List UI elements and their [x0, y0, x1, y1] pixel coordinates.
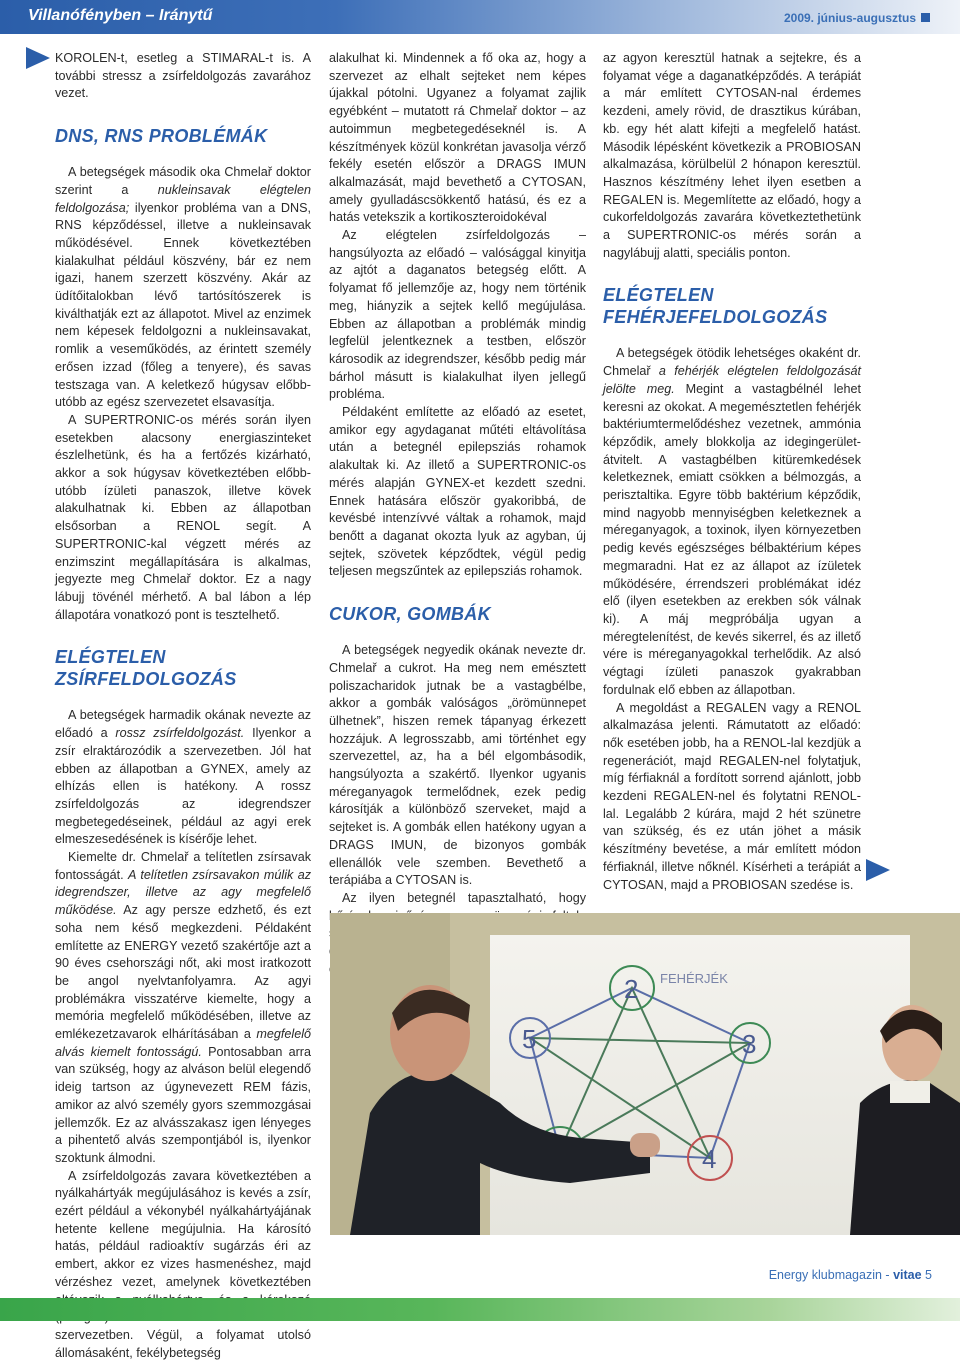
- issue-date: 2009. június-augusztus: [783, 11, 916, 25]
- section-title: Villanófényben – Iránytű: [28, 7, 213, 24]
- lecture-photo: [330, 913, 960, 1235]
- paragraph: Az ilyen betegnél tapasztalható, hogy: [342, 890, 586, 905]
- paragraph: Kiemelte dr. Chmelař a telítetlen zsírsavak fontosságát. A telítetlen zsírsavakon múlik az idegrendszer, illetve az agy megfelelő működése. Az agy persze edzhető, és ezt soha nem késő megkezdeni. Példaként említette az ENERGY vezető szakértője azt a 90 éves csehországi nőt, aki most iratkozott be angol nyelvtanfolyamra. Az agyi problémákra visszatérve kiemelte, hogy a memória megfelelő működésében, illetve az emlékezetzavarok elhárításában a megfelelő alvás kiemelt fontosságú. Pontosabban arra van szükség, hogy az alváson belül elegendő ideig tartson az úgynevezett REM fázis, amikor az alvó személy gyors szemmozgásai jellemzők. Ez az alvásszakasz igen lényeges a pihentető alvás szempontjából is, ilyenkor szoktunk álmodni.: [55, 850, 311, 1165]
- paragraph: A betegségek második oka Chmelař doktor szerint a nukleinsavak elégtelen feldolgozása; ilyenkor probléma van a DNS, RNS képződéssel, illetve a nukleinsavak működésével. Ennek következtében kialakulhat például köszvény, bár ez nem igazi, hanem szerzett köszvény. Akár az üdítőitalokban lévő tartósítószerek is kiválthatják ezt az állapotot. Mivel az enzimek nem képesek feldolgozni a nukleinsavakat, romlik a veseműködés, az érintett személy erősen izzad (főleg a tenyere), és savas testszaga van. A keletkező húgysav előbb-utóbb az egész szervezetet elsavasítja.: [55, 165, 311, 410]
- paragraph: A betegségek harmadik okának nevezte az előadó a rossz zsírfeldolgozást. Ilyenkor a zsír elraktározódik a szervezetben. Jól hat ebben az állapotban a GYNEX, amely az elhízás ellen is hatékony. A rossz zsírfeldolgozás az idegrendszer megbetegedéseinek, például az agyi erek elmeszesedésének is kísérője lehet.: [55, 708, 311, 847]
- paragraph: A zsírfeldolgozás zavara következtében a nyálkahártyák megújulásához is kevés a zsír, ezért például a vékonybél nyálkahártyájának hetente kellene megújulnia. Ha károsító hatás, például radioaktív sugárzás éri az embert, akkor ez vizes hasmenéshez, majd vérzéshez vezet, amelynek következtében szervezetben. Végül, a folyamat utolsó állomásaként, fekélybetegség: [55, 1168, 311, 1360]
- column-3: [603, 50, 861, 894]
- magazine-brand: vitae: [893, 1268, 922, 1282]
- heading-feherjefeldolgozas: ELÉGTELEN FEHÉRJEFELDOLGOZÁS: [603, 285, 828, 328]
- arrow-right-icon: [866, 859, 890, 881]
- magazine-name: Energy klubmagazin -: [768, 1268, 894, 1282]
- board-label: 3: [742, 1029, 757, 1059]
- paragraph: KOROLEN-t, esetleg a STIMARAL-t is. A további stressz a zsírfeldolgozás zavarához vezet.: [55, 51, 311, 101]
- heading-zsirfeldolgozas: ELÉGTELEN ZSÍRFELDOLGOZÁS: [55, 647, 237, 690]
- board-word: FEHÉRJÉK: [660, 971, 728, 986]
- paragraph: az agyon keresztül hatnak a sejtekre, és a folyamat vége a daganatképződés. A terápiát a már említett CYTOSAN-nal érdemes kezdeni, amely rövid, de drasztikus kúrában, kb. egy hét alatt kifejti a megfelelő hatást. Második lépésként következik a PROBIOSAN alkalmazása, körülbelül 2 hónapon keresztül. Hasznos készítmény lehet ilyen esetben a REGALEN is. Megemlítette az előadó, hogy a cukorfeldolgozás zavarára következtethetünk a SUPERTRONIC-os mérés során a nagylábujj alatti, speciális ponton.: [603, 51, 861, 260]
- board-label: 4: [702, 1144, 717, 1174]
- paragraph: A betegségek negyedik okának nevezte dr. Chmelař a cukrot. Ha meg nem emésztett poliszacharidok jutnak be a vastagbélbe, akkor a gombák valóságos „örömünnepet ülhetnek”, hiszen remek tápanyag érkezett hozzájuk. A legrosszabb, ami történhet egy szervezettel, az, ha a bél elgombásodik, hangsúlyozta a szakértő. Ilyenkor ugyanis méreganyagok termelődnek, ezek pedig károsítják a különböző szerveket, majd a sejteket is. A gombák ellen hatékony ugyan a DRAGS IMUN, de bizonyos gombák ellenállók vele szemben. Bevethető a terápiába a CYTOSAN is.: [329, 643, 586, 888]
- heading-cukor-gombak: CUKOR, GOMBÁK: [329, 604, 491, 625]
- paragraph: A SUPERTRONIC-os mérés során ilyen esetekben alacsony energiaszinteket észlelhetünk, és ha a fertőzés kizárható, akkor a sok húgysav következtében előbb-utóbb ízületi panaszok, illetve kövek alakulhatnak ki. Ebben az állapotban elsősorban a RENOL segít. A SUPERTRONIC-kal végzett mérés az enzimszint megállapítására is alkalmas, jegyezte meg Chmelař doktor. Ez a nagy lábujj tövénél mérhető. A bal lábon a lép állapotára vonatkozó pont is tesztelhető.: [55, 412, 311, 622]
- bottom-color-bar: [0, 1298, 960, 1321]
- paragraph: alakulhat ki. Mindennek a fő oka az, hogy a szervezet az elhalt sejteket nem képes újakkal pótolni. Ugyanez a folyamat zajlik egyébként – mutatott rá Chmelař doktor – az autoimmun megbetegedéseknél is. A készítmények közül konkrétan javasolja vérző fekély esetén először a DRAGS IMUN alkalmazását, majd bevethető a CYTOSAN, amely gyulladáscsökkentő hatású, és ez a hatás vetekszik a kortikoszteroidokéval: [329, 51, 586, 225]
- photo-illustration: [330, 913, 960, 1235]
- page-footer: [769, 1268, 932, 1282]
- header-square-icon: [921, 13, 930, 22]
- page-header: [0, 0, 960, 34]
- column-1: [55, 50, 311, 1362]
- heading-dns-rns: DNS, RNS PROBLÉMÁK: [55, 126, 268, 147]
- board-label: 5: [522, 1024, 537, 1054]
- page-number: 5: [921, 1268, 932, 1282]
- paragraph: Példaként említette az előadó az esetet, amikor egy agydaganat műtéti eltávolítása után a betegnél epilepsziás rohamok alakultak ki. Az illető a SUPERTRONIC-os mérés alapján GYNEX-et kezdett szedni. Ennek hatására először gyakoribbá, de kevésbé intenzívvé váltak a rohamok, majd benőtt a daganat okozta lyuk az agyban, új sejtek, szövetek képződtek, végül pedig teljesen megszűntek az epilepsziás rohamok.: [329, 405, 586, 579]
- paragraph: A megoldást a REGALEN vagy a RENOL alkalmazása jelenti. Rámutatott az előadó: nők esetében jobb, ha a RENOL-lal kezdjük a regenerációt, majd REGALEN-nel folytatjuk, míg férfiaknál a fordított sorrend ajánlott, jobb kezdeni REGALEN-nel és folytatni RENOL-lal. Legalább 2 kúrára, majd 2 hét szünetre van szükség, és ez után jöhet a másik készítmény bevetése, a már említett módon férfiaknál, illetve nőknél. Kísérheti a terápiát a CYTOSAN, majd a PROBIOSAN szedése is.: [603, 700, 861, 892]
- arrow-right-icon: [26, 47, 50, 69]
- board-label: 2: [624, 974, 639, 1004]
- paragraph: A betegségek ötödik lehetséges okaként dr. Chmelař a fehérjék elégtelen feldolgozását jelölte meg. Megint a vastagbélnél lehet keresni az okokat. A megemésztetlen fehérjék baktériumtermelődéshez vezetnek, ammónia képződik, amely blokkolja az idegingerület-átvitelt. A vastagbélben kitüremkedések keletkeznek, emiatt csökken a bélmozgás, a perisztaltika. Egyre több baktérium képződik, mind nagyobb mennyiségben keletkeznek a méreganyagok, a toxinok, ilyen környezetben pedig kevés egészséges bélbaktérium képes megmaradni. Hat ez az állapot az ízületek működésére, érrendszeri problémákat idéz elő (ilyen esetekben az erekben sók válnak ki). A máj megpróbálja ugyan a méregtelenítést, de kevés sikerrel, és az illető vére is méreganyagokkal terhelődik. Az alsó végtagi ízületi panaszok gyakrabban fordulnak elő ebben az állapotban.: [603, 346, 862, 697]
- column-2: [329, 50, 586, 978]
- paragraph: Az elégtelen zsírfeldolgozás – hangsúlyozta az előadó – valósággal kinyitja az ajtót a daganatos betegség előtt. A folyamat fő jellemzője az, hogy nem történik meg, hiányzik a sejtek kellő megújulása. Ebben az állapotban a problémák mindig legfelül jelentkeznek a testben, először károsodik az idegrendszer, később pedig már bárhol másutt is kialakulhat ilyen jellegű probléma.: [329, 228, 586, 402]
